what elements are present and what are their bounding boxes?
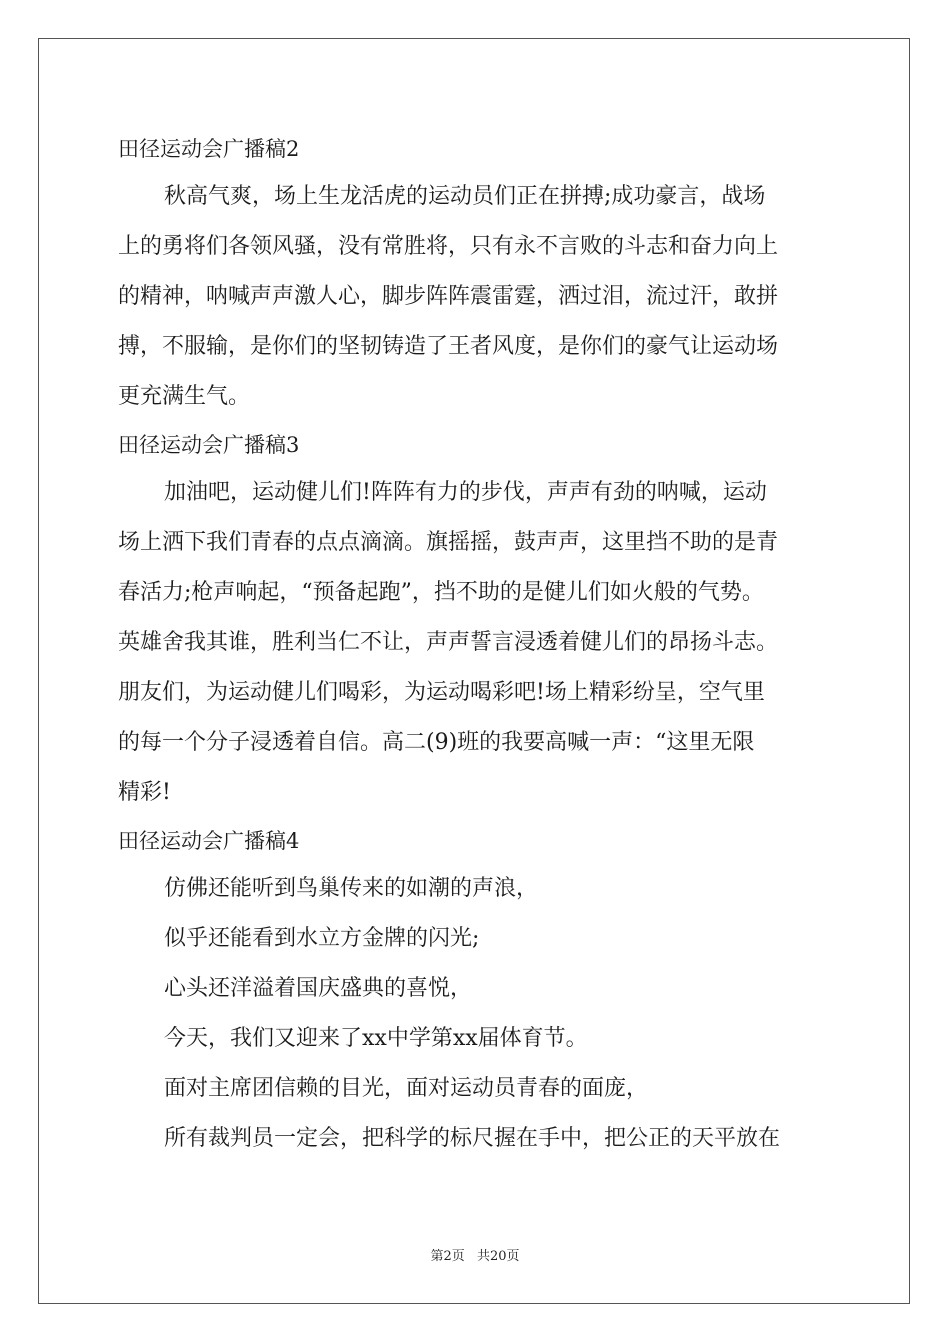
paragraph-line: 的每一个分子浸透着自信。高二(9)班的我要高喊一声：“这里无限 xyxy=(118,730,755,755)
paragraph-line: 英雄舍我其谁，胜利当仁不让，声声誓言浸透着健儿们的昂扬斗志。 xyxy=(118,630,779,655)
paragraph-line: 上的勇将们各领风骚，没有常胜将，只有永不言败的斗志和奋力向上 xyxy=(118,234,779,259)
section-heading: 田径运动会广播稿2 xyxy=(118,137,300,161)
section-heading: 田径运动会广播稿4 xyxy=(118,829,300,853)
paragraph-line: 秋高气爽，场上生龙活虎的运动员们正在拼搏;成功豪言，战场 xyxy=(164,184,766,209)
page-number: 第2页 xyxy=(430,1249,465,1264)
paragraph-line: 朋友们，为运动健儿们喝彩，为运动喝彩吧!场上精彩纷呈，空气里 xyxy=(118,680,765,705)
verse-line: 今天，我们又迎来了xx中学第xx届体育节。 xyxy=(164,1026,588,1051)
paragraph-line: 加油吧，运动健儿们!阵阵有力的步伐，声声有劲的呐喊，运动 xyxy=(164,480,767,505)
verse-line: 似乎还能看到水立方金牌的闪光; xyxy=(164,926,480,951)
paragraph-line: 场上洒下我们青春的点点滴滴。旗摇摇，鼓声声，这里挡不助的是青 xyxy=(118,530,779,555)
verse-line: 所有裁判员一定会，把科学的标尺握在手中，把公正的天平放在 xyxy=(164,1126,781,1151)
total-pages: 共20页 xyxy=(476,1249,520,1264)
section-heading: 田径运动会广播稿3 xyxy=(118,433,300,457)
paragraph-line: 的精神，呐喊声声激人心，脚步阵阵震雷霆，洒过泪，流过汗，敢拼 xyxy=(118,284,779,309)
paragraph-line: 搏，不服输，是你们的坚韧铸造了王者风度，是你们的豪气让运动场 xyxy=(118,334,779,359)
verse-line: 心头还洋溢着国庆盛典的喜悦， xyxy=(164,976,473,1001)
paragraph-line: 春活力;枪声响起，“预备起跑”，挡不助的是健儿们如火般的气势。 xyxy=(118,580,764,605)
page-footer xyxy=(0,1245,950,1264)
verse-line: 仿佛还能听到鸟巢传来的如潮的声浪， xyxy=(164,876,539,901)
paragraph-line: 精彩! xyxy=(118,780,171,805)
verse-line: 面对主席团信赖的目光，面对运动员青春的面庞， xyxy=(164,1076,649,1101)
document-body xyxy=(118,126,838,1164)
paragraph-line: 更充满生气。 xyxy=(118,384,251,409)
